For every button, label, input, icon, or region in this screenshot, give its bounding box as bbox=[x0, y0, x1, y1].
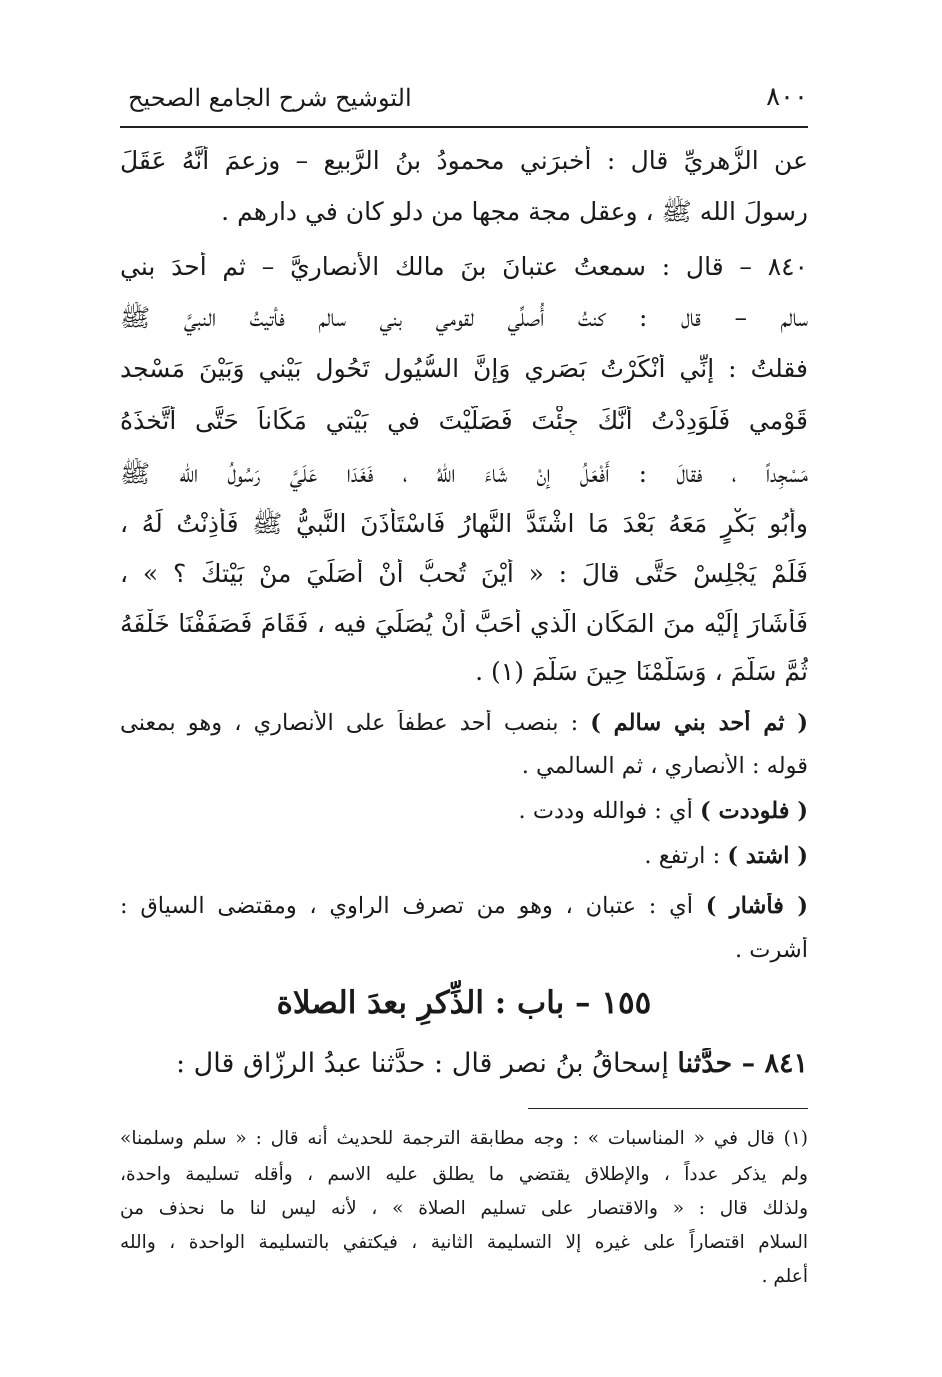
running-title: التوشيح شرح الجامع الصحيح bbox=[128, 84, 412, 112]
footnote-line: أعلم . bbox=[761, 1266, 808, 1287]
footnote-line: ولذلك قال : « والاقتصار على تسليم الصلاة » ، لأنه ليس لنا ما نحذف من bbox=[120, 1198, 808, 1219]
text-line: عنِ الزُّهريِّ قال : أخبرَني محمودُ بنُ الرَّبيعِ – وزعمَ أنَّهُ عَقَلَ bbox=[120, 146, 808, 175]
text-line: قَوْمي فَلَوَدِدْتُ أَنَّكَ جِئْتَ فَصَلَّيْتَ في بَيْتي مَكَاناً حَتَّى أَتَّخذَهُ bbox=[120, 406, 808, 435]
text-line: ثُمَّ سَلَّمَ ، وَسَلَّمْنَا حِينَ سَلَّمَ (١) . bbox=[475, 657, 808, 686]
text-line: رسولَ الله ﷺ ، وعقل مجة مجها من دلو كان في دارهم . bbox=[221, 197, 808, 226]
commentary-line bbox=[120, 843, 808, 869]
page-number: ٨٠٠ bbox=[766, 82, 808, 112]
commentary-text: أشرت . bbox=[734, 937, 808, 963]
hadith-841-line bbox=[120, 1048, 808, 1079]
commentary-line bbox=[120, 753, 808, 779]
text-line: سالم – قال : كنتُ أُصلِّي لقومي بني سالم فأتيتُ النبيَّ ﷺ bbox=[120, 303, 808, 332]
hadith-number: ٨٤١ – حدَّثنا bbox=[677, 1048, 808, 1079]
commentary-term: ( اشتد ) bbox=[727, 843, 808, 869]
text-line: فقلتُ : إنِّي أَنْكَرْتُ بَصَري وَإِنَّ السُّيُول تَحُول بَيْني وَبَيْنَ مَسْجد bbox=[120, 354, 808, 383]
page-header bbox=[120, 78, 808, 124]
commentary-text: قوله : الأنصاري ، ثم السالمي . bbox=[521, 753, 808, 779]
commentary-term: ( ثم أحد بني سالم ) bbox=[590, 710, 808, 736]
text-line: وأَبُو بَكْرٍ مَعَهُ بَعْدَ مَا اشْتَدَّ النَّهارُ فَاسْتَأْذَنَ النَّبيُّ ﷺ فَأَذِنْتُ لَهُ ، bbox=[120, 509, 808, 538]
footnote-line: (١) قال في « المناسبات » : وجه مطابقة الترجمة للحديث أنه قال : « سلم وسلمنا» bbox=[120, 1128, 808, 1149]
text-line: فَأَشَارَ إِلَيْه منَ المَكَان الَّذي أَحَبَّ أَنْ يُصَلِّيَ فيه ، فَقَامَ فَصَفَفْنَا خَلْفَهُ bbox=[120, 609, 808, 638]
header-rule bbox=[120, 126, 808, 128]
hadith-840-line: ٨٤٠ – قال : سمعتُ عتبانَ بنَ مالك الأنصاريَّ – ثم أحدَ بني bbox=[120, 252, 808, 281]
commentary-term: ( فلوددت ) bbox=[699, 798, 808, 824]
hadith-text: إسحاقُ بنُ نصرٍ قال : حدَّثنا عبدُ الرزّاقِ قال : bbox=[175, 1048, 678, 1079]
text-line: فَلَمْ يَجْلِسْ حَتَّى قالَ : « أَيْنَ تُحبُّ أَنْ أُصَلِّيَ منْ بَيْتكَ ؟ » ، bbox=[120, 559, 808, 588]
footnote-line: السلام اقتصاراً على غيره إلا التسليمة الثانية ، فيكتفي بالتسليمة الواحدة ، والله bbox=[120, 1232, 808, 1253]
commentary-text: : ارتفع . bbox=[644, 843, 728, 869]
footnote-rule bbox=[528, 1108, 808, 1109]
commentary-line bbox=[120, 893, 808, 919]
commentary-line bbox=[120, 937, 808, 963]
chapter-heading: ١٥٥ – باب : الذِّكرِ بعدَ الصلاة bbox=[276, 985, 652, 1021]
commentary-text: : بنصب أحد عطفاً على الأنصاري ، وهو بمعنى bbox=[120, 710, 591, 736]
commentary-text: أي : فوالله وددت . bbox=[518, 798, 700, 824]
text-line: مَسْجِداً ، فقالَ : أَفْعَلُ إنْ شَاءَ اللهُ ، فَغَدَا عَلَيَّ رَسُولُ الله ﷺ bbox=[120, 459, 808, 488]
commentary-line bbox=[120, 710, 808, 736]
commentary-line bbox=[120, 798, 808, 824]
commentary-text: أي : عتبان ، وهو من تصرف الراوي ، ومقتضى السياق : bbox=[120, 893, 706, 919]
footnote-line: ولم يذكر عدداً ، والإطلاق يقتضي ما يطلق عليه الاسم ، وأقله تسليمة واحدة، bbox=[120, 1164, 808, 1185]
commentary-term: ( فأشار ) bbox=[705, 893, 808, 919]
